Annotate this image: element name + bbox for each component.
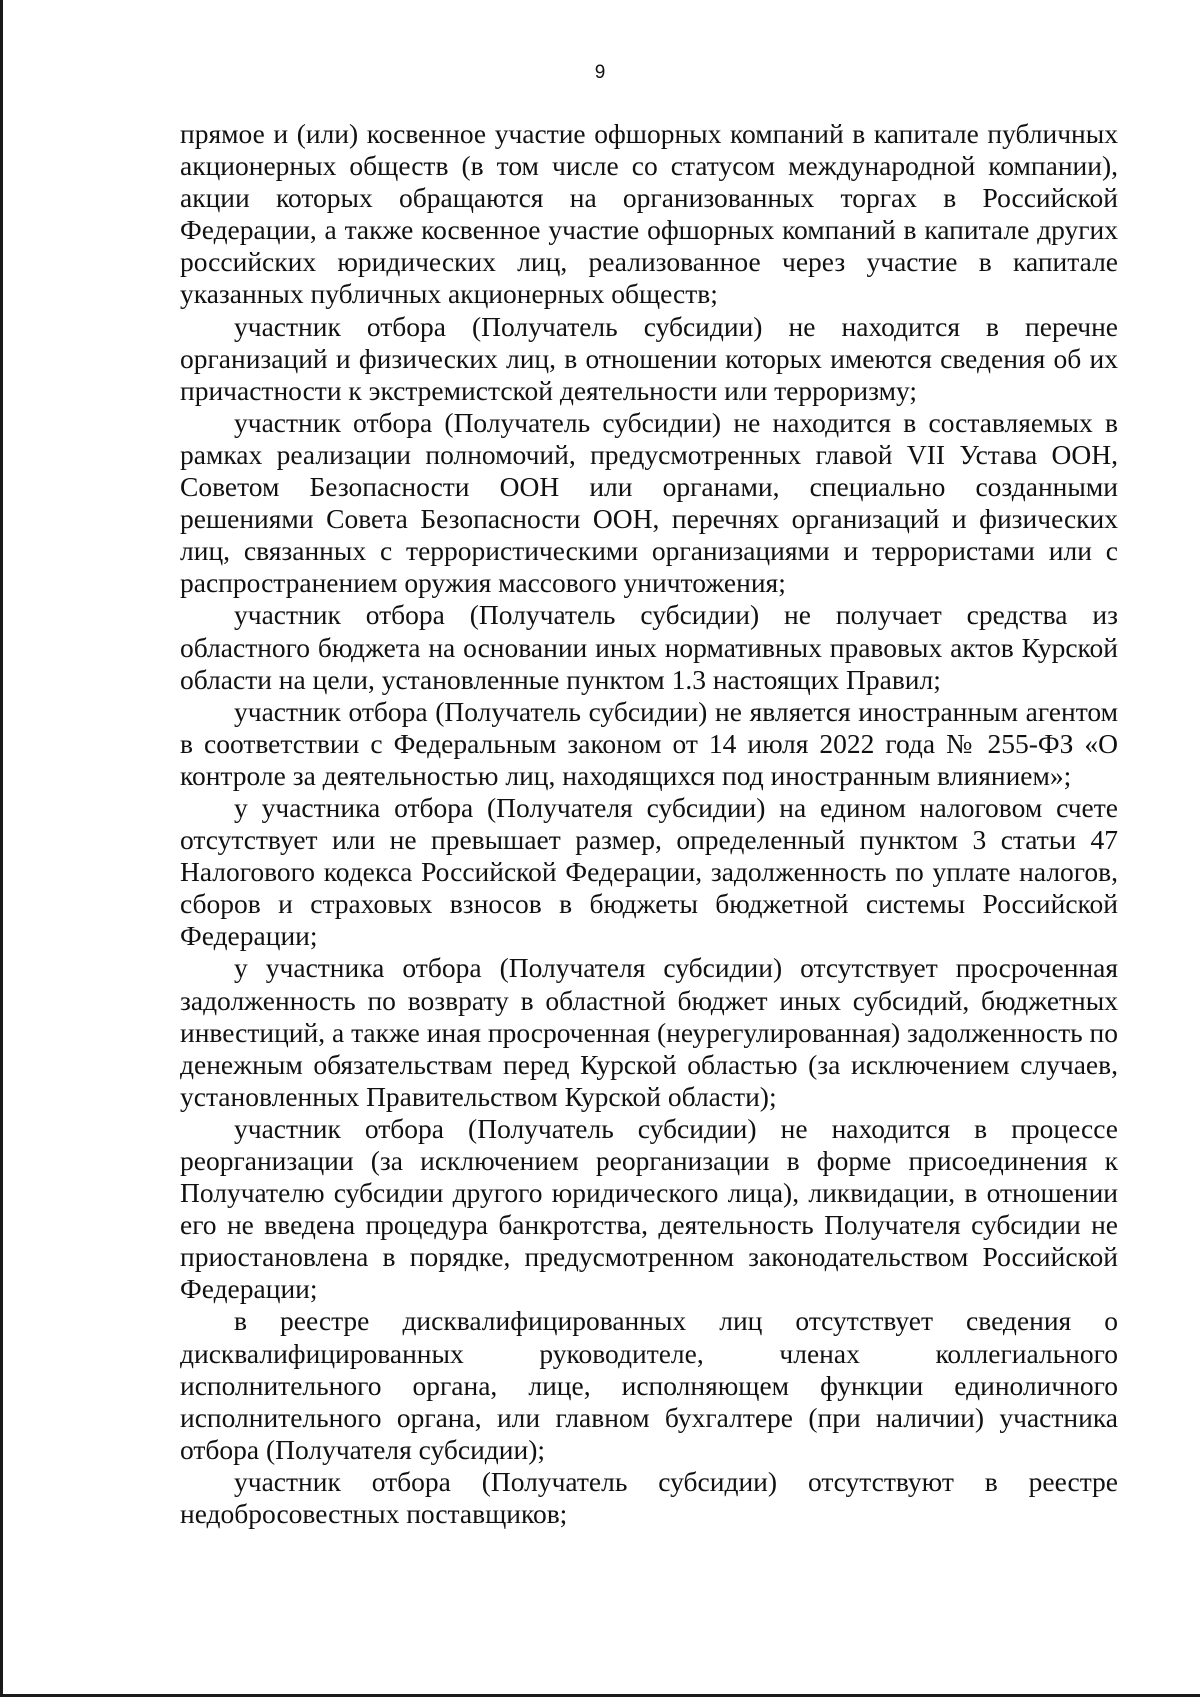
paragraph: участник отбора (Получатель субсидии) не находится в составляемых в рамках реализации полномочий, предусмотренных главой VII Устава ООН, Советом Безопасности ООН или органами, специально созданными решениями Совета Безопасности ООН, перечнях организаций и физических лиц, связанных с террористическими организациями и террористами или с распространением оружия массового уничтожения;	[180, 406, 1118, 599]
paragraph: участник отбора (Получатель субсидии) отсутствуют в реестре недобросовестных поставщиков;	[180, 1465, 1118, 1530]
paragraph: участник отбора (Получатель субсидии) не получает средства из областного бюджета на основании иных нормативных правовых актов Курской области на цели, установленные пунктом 1.3 настоящих Правил;	[180, 599, 1118, 695]
document-body	[180, 118, 1118, 1530]
page-number: 9	[594, 62, 606, 83]
paragraph: в реестре дисквалифицированных лиц отсутствует сведения о дисквалифицированных руководителе, членах коллегиального исполнительного органа, лице, исполняющем функции единоличного исполнительного органа, или главном бухгалтере (при наличии) участника отбора (Получателя субсидии);	[180, 1305, 1118, 1465]
paragraph: участник отбора (Получатель субсидии) не находится в перечне организаций и физических лиц, в отношении которых имеются сведения об их причастности к экстремистской деятельности или терроризму;	[180, 310, 1118, 406]
paragraph: у участника отбора (Получателя субсидии) на едином налоговом счете отсутствует или не превышает размер, определенный пунктом 3 статьи 47 Налогового кодекса Российской Федерации, задолженность по уплате налогов, сборов и страховых взносов в бюджеты бюджетной системы Российской Федерации;	[180, 791, 1118, 952]
paragraph: участник отбора (Получатель субсидии) не находится в процессе реорганизации (за исключением реорганизации в форме присоединения к Получателю субсидии другого юридического лица), ликвидации, в отношении его не введена процедура банкротства, деятельность Получателя субсидии не приостановлена в порядке, предусмотренном законодательством Российской Федерации;	[180, 1112, 1118, 1305]
paragraph: у участника отбора (Получателя субсидии) отсутствует просроченная задолженность по возврату в областной бюджет иных субсидий, бюджетных инвестиций, а также иная просроченная (неурегулированная) задолженность по денежным обязательствам перед Курской областью (за исключением случаев, установленных Правительством Курской области);	[180, 952, 1118, 1112]
paragraph-continuation: прямое и (или) косвенное участие офшорных компаний в капитале публичных акционерных обществ (в том числе со статусом международной компании), акции которых обращаются на организованных торгах в Российской Федерации, а также косвенное участие офшорных компаний в капитале других российских юридических лиц, реализованное через участие в капитале указанных публичных акционерных обществ;	[180, 118, 1118, 310]
paragraph: участник отбора (Получатель субсидии) не является иностранным агентом в соответствии с Федеральным законом от 14 июля 2022 года № 255-ФЗ «О контроле за деятельностью лиц, находящихся под иностранным влиянием»;	[180, 695, 1118, 791]
scan-edge-left	[0, 0, 3, 1697]
